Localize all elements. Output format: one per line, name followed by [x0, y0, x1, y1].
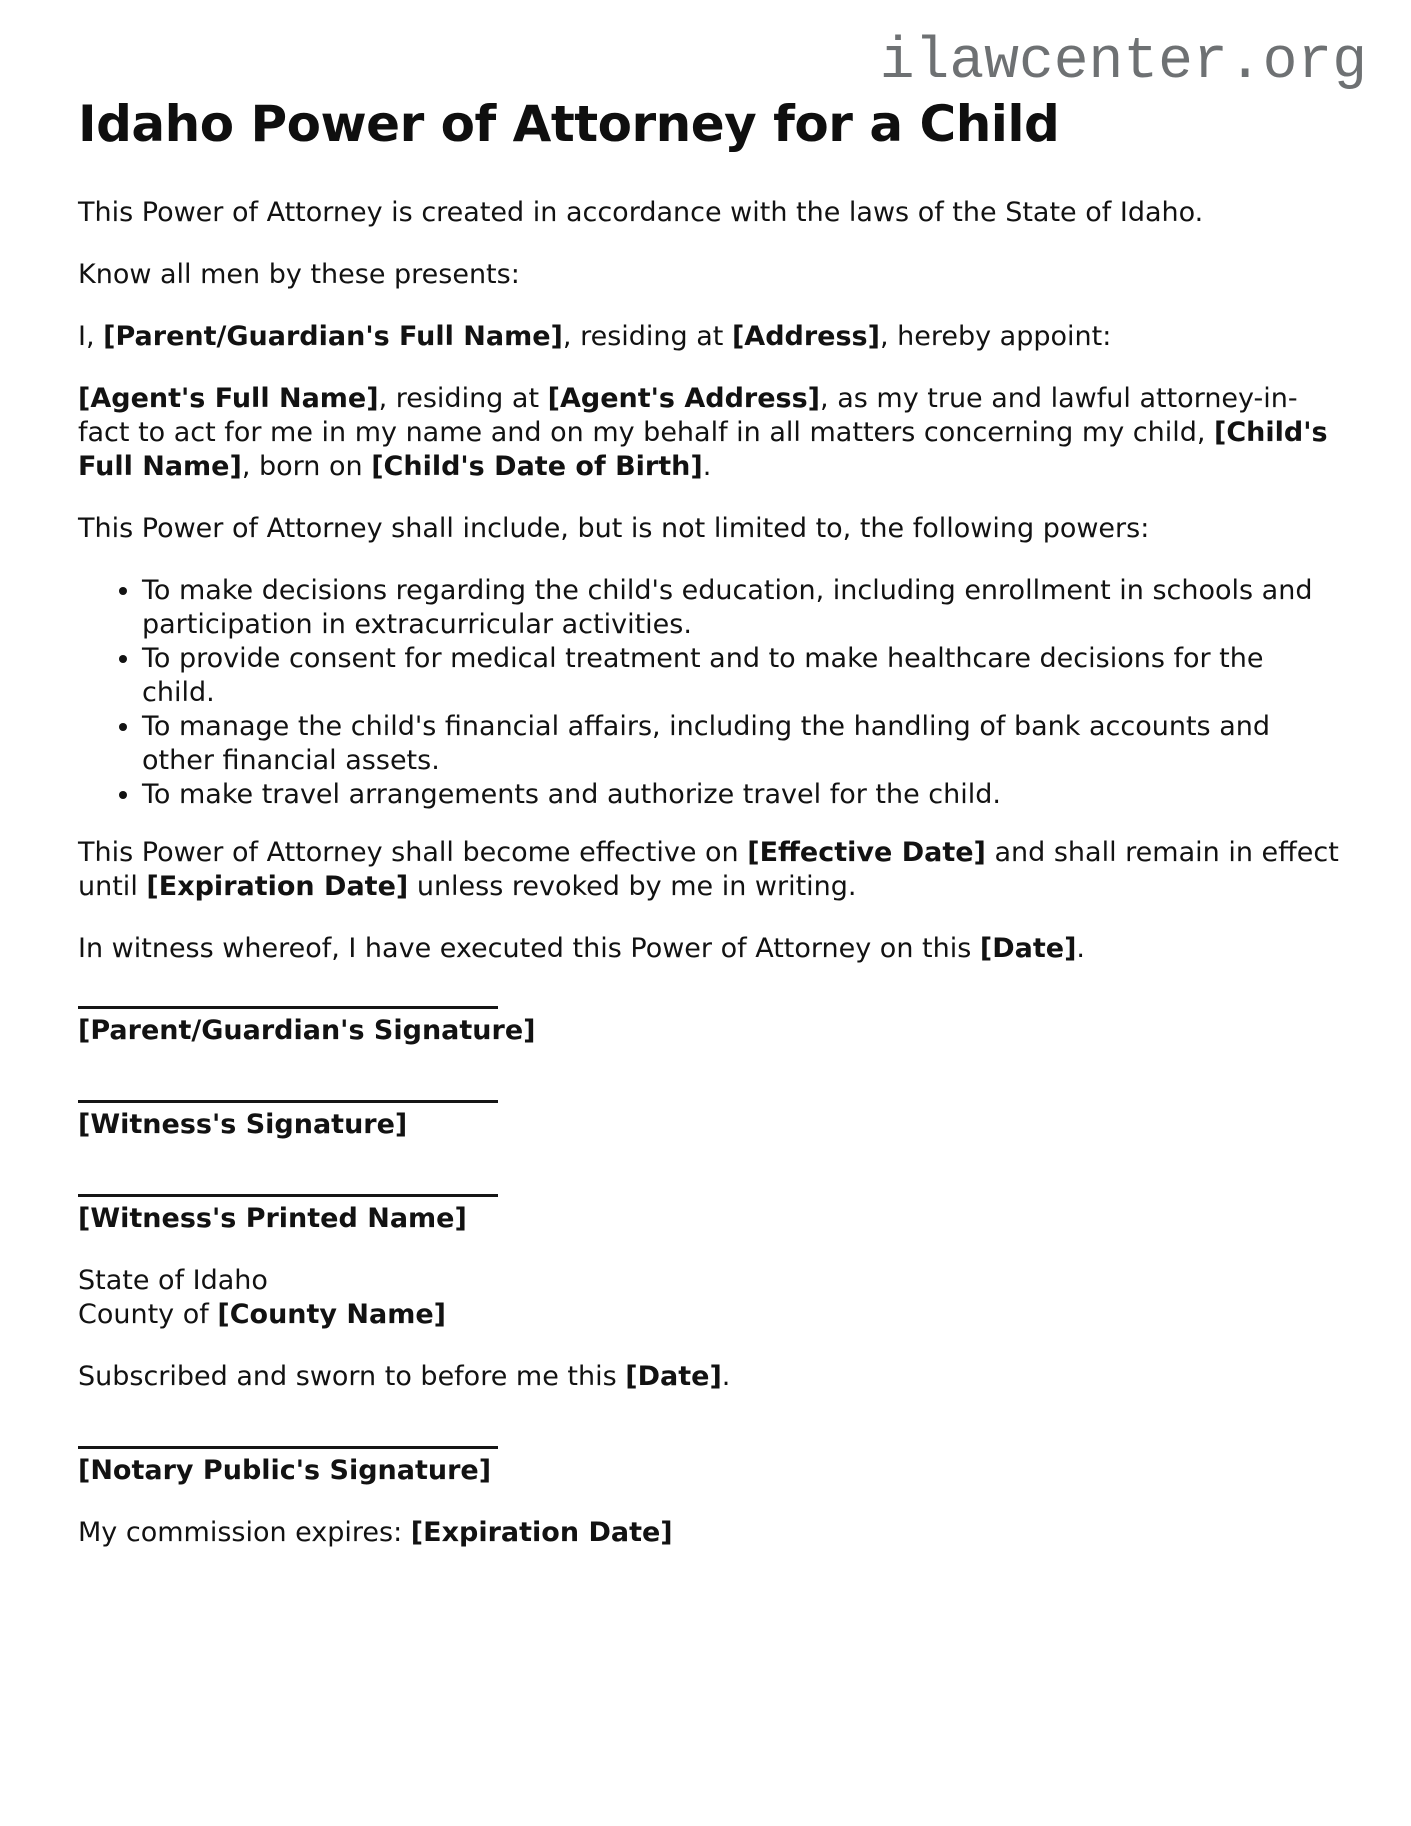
power-item-financial: • To manage the child's financial affairs, including the handling of bank accounts and other financial assets. [142, 710, 1339, 778]
notary-signature-label: [Notary Public's Signature] [78, 1455, 492, 1486]
notary-signature-line [78, 1446, 498, 1449]
effective-paragraph: This Power of Attorney shall become effective on [Effective Date] and shall remain in effect until [Expiration Date] unless revoked by me in writing. [78, 837, 1339, 902]
signature-block-witness-name [78, 1194, 1339, 1236]
county-line: County of [County Name] [78, 1299, 447, 1330]
agent-paragraph: [Agent's Full Name], residing at [Agent's Address], as my true and lawful attorney-in-fact to act for me in my name and on my behalf in all matters concerning my child, [Child's Full Name], born on [Child's Date of Birth]. [78, 383, 1328, 482]
state-county-paragraph [78, 1264, 1339, 1332]
powers-list [78, 574, 1339, 812]
witness-printed-name-label: [Witness's Printed Name] [78, 1203, 467, 1234]
parent-signature-label: [Parent/Guardian's Signature] [78, 1015, 536, 1046]
appointment-paragraph: I, [Parent/Guardian's Full Name], residing at [Address], hereby appoint: [78, 321, 1112, 352]
signature-block-witness [78, 1100, 1339, 1142]
execution-paragraph: In witness whereof, I have executed this Power of Attorney on this [Date]. [78, 933, 1085, 964]
power-item-travel: • To make travel arrangements and authorize travel for the child. [142, 778, 1339, 812]
powers-intro-paragraph: This Power of Attorney shall include, but is not limited to, the following powers: [78, 513, 1150, 544]
intro-paragraph: This Power of Attorney is created in accordance with the laws of the State of Idaho. [78, 197, 1204, 228]
signature-block-parent [78, 1006, 1339, 1048]
witness-printed-name-line [78, 1194, 498, 1197]
witness-signature-line [78, 1100, 498, 1103]
state-line: State of Idaho [78, 1265, 268, 1296]
presents-paragraph: Know all men by these presents: [78, 259, 520, 290]
power-item-education: • To make decisions regarding the child's education, including enrollment in schools and participation in extracurricular activities. [142, 574, 1339, 642]
parent-signature-line [78, 1006, 498, 1009]
commission-paragraph: My commission expires: [Expiration Date] [78, 1517, 673, 1548]
signature-block-notary [78, 1446, 1339, 1488]
sworn-paragraph: Subscribed and sworn to before me this [Date]. [78, 1361, 731, 1392]
power-item-medical: • To provide consent for medical treatment and to make healthcare decisions for the child. [142, 642, 1339, 710]
witness-signature-label: [Witness's Signature] [78, 1109, 408, 1140]
site-watermark: ilawcenter.org [879, 30, 1367, 95]
page-title: Idaho Power of Attorney for a Child [78, 95, 1060, 153]
